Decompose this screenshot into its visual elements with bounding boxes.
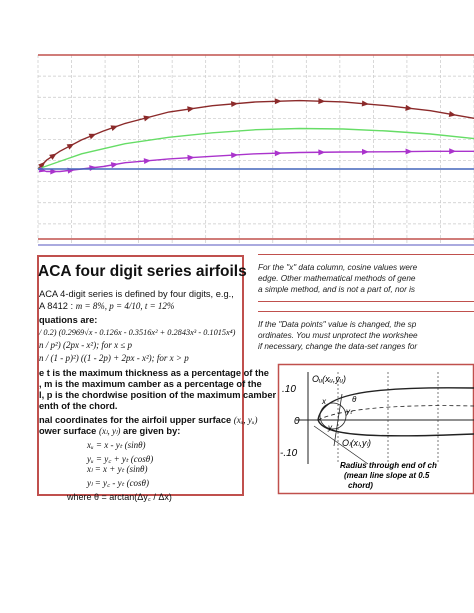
- formula-yu: yᵤ = y꜀ + yₜ (cosθ): [87, 454, 154, 464]
- intro-prefix: A 8412 :: [39, 301, 76, 311]
- chart-series-marker-0: [275, 98, 282, 104]
- note-1-line-1: For the "x" data column, cosine values were: [258, 263, 418, 272]
- note-1-bottom-border: [258, 301, 474, 302]
- intro-values: m = 8%, p = 4/10, t = 12%: [75, 301, 175, 311]
- formula-xu: xᵤ = x - yₜ (sinθ): [87, 440, 146, 450]
- chart-series-marker-0: [231, 100, 238, 107]
- diagram-yt-label: yₜ: [346, 407, 353, 416]
- diagram-y-bottom: -.10: [280, 448, 298, 459]
- chart-series-marker-2: [318, 149, 325, 155]
- coord-upper-symbol: (xᵤ, yᵤ): [233, 415, 258, 425]
- coord-text-1: nal coordinates for the airfoil upper surface: [39, 415, 234, 425]
- diagram-lower-point-label: Oₗ(xₗ,yₗ): [342, 438, 371, 448]
- note-2-line-2: ordinates. You must unprotect the workshee: [258, 331, 418, 340]
- note-1-line-3: a simple method, and is not a part of, nor is: [258, 285, 416, 294]
- note-2-line-3: if necessary, change the data-set ranges for: [258, 342, 418, 351]
- formula-yl: yₗ = y꜀ - yₜ (cosθ): [87, 478, 149, 488]
- coord-line-1: [39, 415, 258, 426]
- coord-lower-symbol: (xₗ, yₗ): [98, 426, 121, 436]
- chart-series-marker-0: [318, 98, 325, 104]
- chart-series-line-1: [38, 129, 474, 170]
- note-2-line-1: If the "Data points" value is changed, the sp: [258, 320, 417, 329]
- chart-series-marker-0: [362, 101, 369, 108]
- chart-series-marker-2: [144, 157, 151, 164]
- chart-series-marker-2: [449, 148, 456, 154]
- chart-series-marker-0: [110, 123, 119, 131]
- thickness-equation: / 0.2) (0.2969√x - 0.126x - 0.3516x² + 0.2843x³ - 0.1015x⁴): [39, 328, 236, 337]
- naca-description-box: [37, 255, 277, 502]
- intro-line-2: [39, 301, 174, 312]
- airfoil-chart: [38, 55, 474, 245]
- chart-series-marker-0: [89, 131, 98, 139]
- diagram-y-zero: 0: [294, 416, 300, 427]
- desc-line-3: l, p is the chordwise position of the maximum camber: [39, 390, 277, 400]
- chart-series-marker-2: [89, 164, 97, 171]
- diagram-x-label: x: [322, 397, 326, 406]
- intro-line-1: ACA 4-digit series is defined by four digits, e.g.,: [39, 289, 234, 299]
- theta-definition: where θ = arctan(Δy꜀ / Δx): [67, 492, 172, 502]
- coord-text-2: ower surface: [39, 426, 99, 436]
- note-1-border: [258, 254, 474, 255]
- chart-series-marker-0: [405, 105, 413, 112]
- note-2-border: [258, 311, 474, 312]
- desc-line-4: enth of the chord.: [39, 401, 118, 411]
- camber-equation-front: n / p²) (2px - x²); for x ≤ p: [39, 340, 133, 350]
- diagram-caption-1: Radius through end of ch: [340, 461, 437, 470]
- diagram-yc-label: y꜀: [328, 423, 335, 432]
- chart-series-marker-2: [187, 154, 194, 160]
- coord-text-3: are given by:: [120, 426, 181, 436]
- note-1-line-2: edge. Other mathematical methods of gene: [258, 274, 416, 283]
- chart-series-marker-0: [67, 141, 76, 150]
- desc-line-2: , m is the maximum camber as a percentage of the: [39, 379, 262, 389]
- camber-equation-rear: n / (1 - p)²) ((1 - 2p) + 2px - x²); for x > p: [39, 353, 189, 363]
- chart-series-marker-2: [362, 149, 369, 155]
- diagram-caption-2: (mean line slope at 0.5: [344, 471, 430, 480]
- chart-series-marker-2: [406, 148, 413, 154]
- formula-xl: xₗ = x + yₜ (sinθ): [87, 464, 148, 474]
- chart-series-line-0: [38, 101, 474, 169]
- chart-series-marker-2: [231, 152, 238, 158]
- coord-line-2: [39, 426, 180, 437]
- equations-heading: quations are:: [39, 315, 98, 325]
- desc-line-1: e t is the maximum thickness as a percentage of the: [39, 368, 269, 378]
- diagram-upper-point-label: Oᵤ(xᵤ,yᵤ): [312, 374, 347, 384]
- diagram-theta-label: θ: [352, 395, 357, 404]
- airfoil-coordinate-diagram: [278, 364, 474, 494]
- chart-series-marker-2: [275, 150, 282, 156]
- chart-series-marker-0: [143, 114, 151, 122]
- chart-series-marker-0: [49, 151, 58, 160]
- diagram-caption-3: chord): [348, 481, 373, 490]
- diagram-y-top: .10: [282, 384, 296, 395]
- section-title: ACA four digit series airfoils: [38, 263, 247, 280]
